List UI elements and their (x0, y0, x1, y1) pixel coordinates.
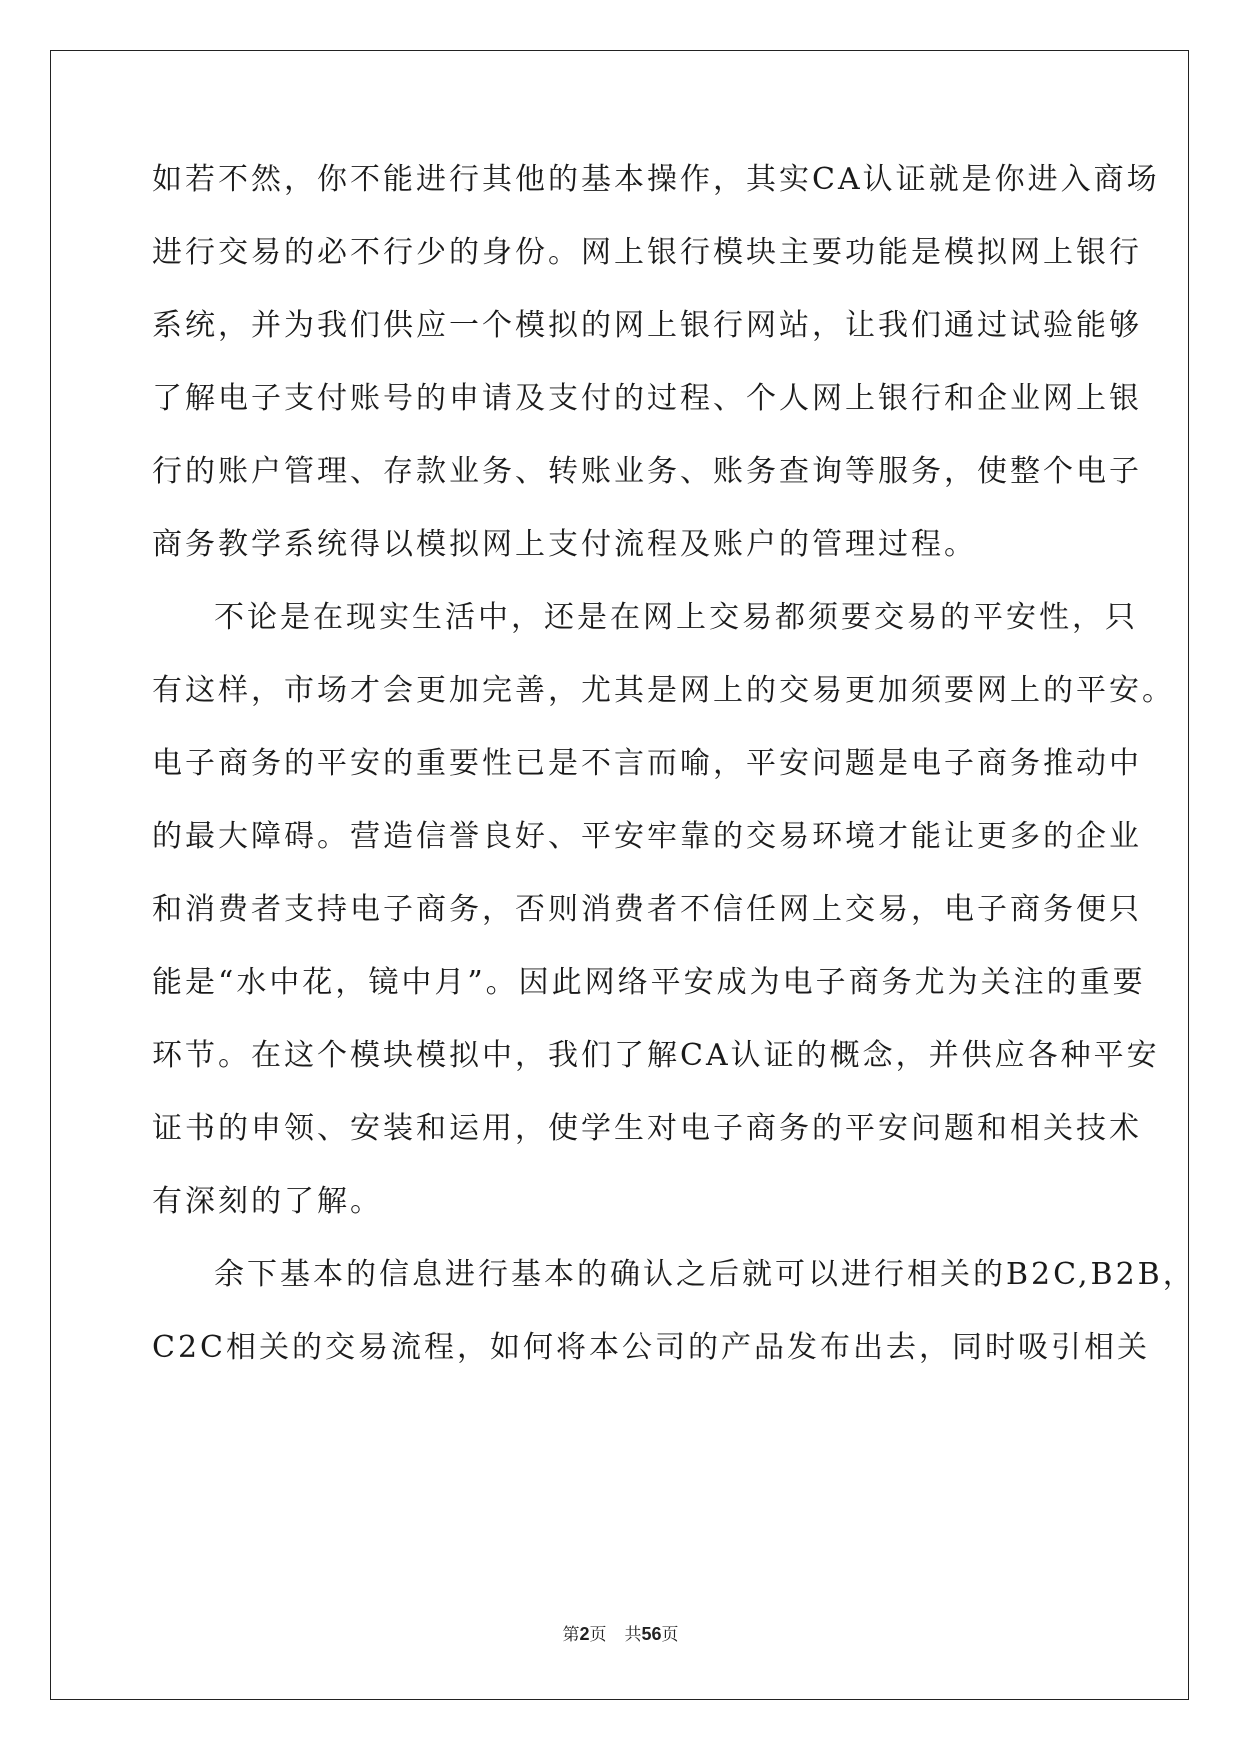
text-line: 进行交易的必不行少的身份。网上银行模块主要功能是模拟网上银行 (152, 235, 1142, 270)
total-pages: 56 (641, 1624, 662, 1644)
text-line: 有这样，市场才会更加完善，尤其是网上的交易更加须要网上的平安。 (152, 673, 1175, 708)
text-line: 电子商务的平安的重要性已是不言而喻，平安问题是电子商务推动中 (152, 746, 1142, 781)
page-footer (0, 1622, 1241, 1647)
total-suffix: 页 (661, 1625, 679, 1645)
text-line: 证书的申领、安装和运用，使学生对电子商务的平安问题和相关技术 (152, 1111, 1142, 1146)
paragraph-first-line: 不论是在现实生活中，还是在网上交易都须要交易的平安性，只 (214, 600, 1138, 635)
text-line: 行的账户管理、存款业务、转账业务、账务查询等服务，使整个电子 (152, 454, 1142, 489)
text-line: 了解电子支付账号的申请及支付的过程、个人网上银行和企业网上银 (152, 381, 1142, 416)
text-line: 的最大障碍。营造信誉良好、平安牢靠的交易环境才能让更多的企业 (152, 819, 1142, 854)
page-number: 2 (579, 1624, 590, 1644)
text-line: C2C相关的交易流程，如何将本公司的产品发布出去，同时吸引相关 (152, 1330, 1150, 1365)
text-line: 环节。在这个模块模拟中，我们了解CA认证的概念，并供应各种平安 (152, 1038, 1160, 1073)
text-line: 和消费者支持电子商务，否则消费者不信任网上交易，电子商务便只 (152, 892, 1142, 927)
text-line: 商务教学系统得以模拟网上支付流程及账户的管理过程。 (152, 527, 977, 562)
total-prefix: 共 (624, 1625, 642, 1645)
page-prefix: 第 (562, 1625, 580, 1645)
text-line: 系统，并为我们供应一个模拟的网上银行网站，让我们通过试验能够 (152, 308, 1142, 343)
text-line: 能是“水中花，镜中月”。因此网络平安成为电子商务尤为关注的重要 (152, 965, 1146, 1000)
paragraph-first-line: 余下基本的信息进行基本的确认之后就可以进行相关的B2C,B2B， (214, 1257, 1196, 1292)
page-border (50, 50, 1189, 1700)
text-line: 有深刻的了解。 (152, 1184, 383, 1219)
text-line: 如若不然，你不能进行其他的基本操作，其实CA认证就是你进入商场 (152, 162, 1160, 197)
page-suffix: 页 (589, 1625, 607, 1645)
